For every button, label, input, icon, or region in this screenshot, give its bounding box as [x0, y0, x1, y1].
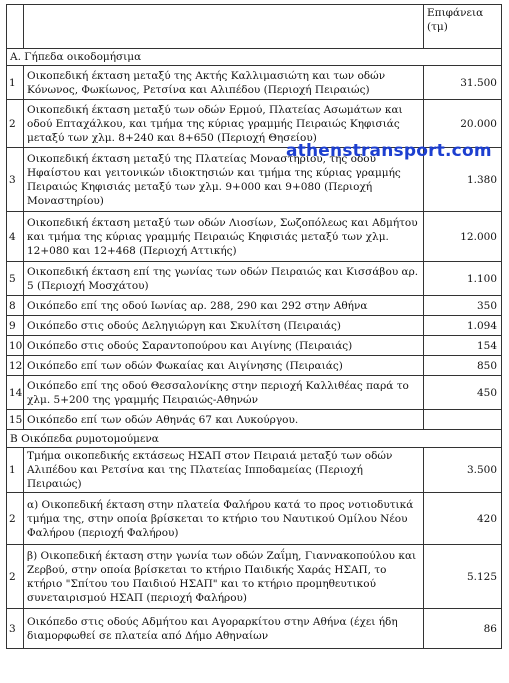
row-number: 1 — [7, 66, 24, 100]
table-row — [7, 296, 502, 316]
row-description: Οικόπεδο επί της οδού Θεσσαλονίκης στην περιοχή Καλλιθέας παρά το χλμ. 5+200 της γραμμής Πειραιώς-Αθηνών — [24, 376, 424, 410]
section-code: Β — [10, 432, 18, 445]
header-area-label: Επιφάνεια (τμ) — [424, 5, 502, 49]
row-area: 12.000 — [424, 212, 502, 262]
row-area: 850 — [424, 356, 502, 376]
row-description: Οικοπεδική έκταση μεταξύ της Ακτής Καλλιμασιώτη και των οδών Κόνωνος, Φωκίωνος, Ρετσίνα και Αλιπέδου (Περιοχή Πειραιώς) — [24, 66, 424, 100]
row-description: Τμήμα οικοπεδικής εκτάσεως ΗΣΑΠ στον Πειραιά μεταξύ των οδών Αλιπέδου και Ρετσίνα και της Πλατείας Ιπποδαμείας (Περιοχή Πειραιώς) — [24, 448, 424, 493]
row-number: 4 — [7, 212, 24, 262]
section-title: Γήπεδα οικοδομήσιμα — [24, 51, 142, 63]
row-number: 14 — [7, 376, 24, 410]
row-description: Οικόπεδο επί των οδών Φωκαίας και Αιγίνησης (Πειραιάς) — [24, 356, 424, 376]
watermark-text: athenstransport.com — [286, 141, 492, 161]
row-area: 154 — [424, 336, 502, 356]
row-description: Οικοπεδική έκταση μεταξύ των οδών Λιοσίων, Σωζοπόλεως και Αδμήτου και τμήμα της κύριας γραμμής Πειραιώς Κηφισιάς μεταξύ των χλμ. 12+080 και 12+468 (Περιοχή Αττικής) — [24, 212, 424, 262]
row-number: 10 — [7, 336, 24, 356]
row-area: 420 — [424, 493, 502, 545]
row-number: 3 — [7, 148, 24, 212]
table-row — [7, 545, 502, 609]
section-code: Α. — [10, 51, 21, 63]
row-number: 2 — [7, 545, 24, 609]
row-number: 1 — [7, 448, 24, 493]
row-description: Οικόπεδο στις οδούς Αδμήτου και Αγοραρκίτου στην Αθήνα (έχει ήδη διαμορφωθεί σε πλατεία από Δήμο Αθηναίων — [24, 609, 424, 649]
table-row — [7, 493, 502, 545]
row-description: Οικοπεδική έκταση επί της γωνίας των οδών Πειραιώς και Κισσάβου αρ. 5 (Περιοχή Μοσχάτου) — [24, 262, 424, 296]
table-row — [7, 212, 502, 262]
section-title: Οικόπεδα ρυμοτομούμενα — [21, 432, 159, 445]
table-row — [7, 356, 502, 376]
table-row — [7, 448, 502, 493]
header-desc-cell — [24, 5, 424, 49]
row-area: 1.100 — [424, 262, 502, 296]
header-row — [7, 5, 502, 49]
table-row — [7, 316, 502, 336]
row-description: Οικόπεδο στις οδούς Σαραντοπούρου και Αιγίνης (Πειραιάς) — [24, 336, 424, 356]
row-description: Οικοπεδική έκταση μεταξύ της Πλατείας Μοναστηρίου, της οδού Ηφαίστου και γειτονικών ιδιοκτησιών και τμήμα της κύριας γραμμής Πειραιώς Κηφισιάς μεταξύ των χλμ. 9+000 και 9+080 (Περιοχή Μοναστηρίου) — [24, 148, 424, 212]
row-description: Οικοπεδική έκταση μεταξύ των οδών Ερμού, Πλατείας Ασωμάτων και οδού Επταχάλκου, και τμήμα της κύριας γραμμής Πειραιώς Κηφισιάς μεταξύ των χλμ. 8+240 και 8+650 (Περιοχή Θησείου) — [24, 100, 424, 148]
row-area: 1.380 — [424, 148, 502, 212]
row-number: 12 — [7, 356, 24, 376]
row-number: 8 — [7, 296, 24, 316]
property-table — [6, 4, 502, 649]
section-row — [7, 49, 502, 66]
header-num-cell — [7, 5, 24, 49]
table-row — [7, 609, 502, 649]
row-number: 5 — [7, 262, 24, 296]
row-area: 86 — [424, 609, 502, 649]
row-description: β) Οικοπεδική έκταση στην γωνία των οδών Ζαΐμη, Γιαννακοπούλου και Ζερβού, στην οποία βρίσκεται το κτήριο Παιδικής Χαράς ΗΣΑΠ, το κτήριο "Σπίτου του Παιδιού ΗΣΑΠ" και το κτήριο προμηθευτικού συνεταιρισμού ΗΣΑΠ (περιοχή Φαλήρου) — [24, 545, 424, 609]
row-area: 350 — [424, 296, 502, 316]
row-area: 1.094 — [424, 316, 502, 336]
row-area: 450 — [424, 376, 502, 410]
row-number: 9 — [7, 316, 24, 336]
row-description: Οικόπεδο επί των οδών Αθηνάς 67 και Λυκούργου. — [24, 410, 424, 430]
table-row — [7, 262, 502, 296]
row-area: 3.500 — [424, 448, 502, 493]
row-description: Οικόπεδο στις οδούς Δεληγιώργη και Σκυλίτση (Πειραιάς) — [24, 316, 424, 336]
row-description: Οικόπεδο επί της οδού Ιωνίας αρ. 288, 290 και 292 στην Αθήνα — [24, 296, 424, 316]
row-area: 5.125 — [424, 545, 502, 609]
row-description: α) Οικοπεδική έκταση στην πλατεία Φαλήρου κατά το προς νοτιοδυτικά τμήμα της, στην οποία βρίσκεται το κτήριο του Ναυτικού Ομίλου Νέου Φαλήρου (περιοχή Φαλήρου) — [24, 493, 424, 545]
row-number: 3 — [7, 609, 24, 649]
table-row — [7, 66, 502, 100]
row-area — [424, 410, 502, 430]
table-row — [7, 336, 502, 356]
table-row — [7, 376, 502, 410]
section-row — [7, 430, 502, 448]
row-area: 20.000 — [424, 100, 502, 148]
row-number: 2 — [7, 493, 24, 545]
row-area: 31.500 — [424, 66, 502, 100]
table-row — [7, 410, 502, 430]
row-number: 2 — [7, 100, 24, 148]
row-number: 15 — [7, 410, 24, 430]
